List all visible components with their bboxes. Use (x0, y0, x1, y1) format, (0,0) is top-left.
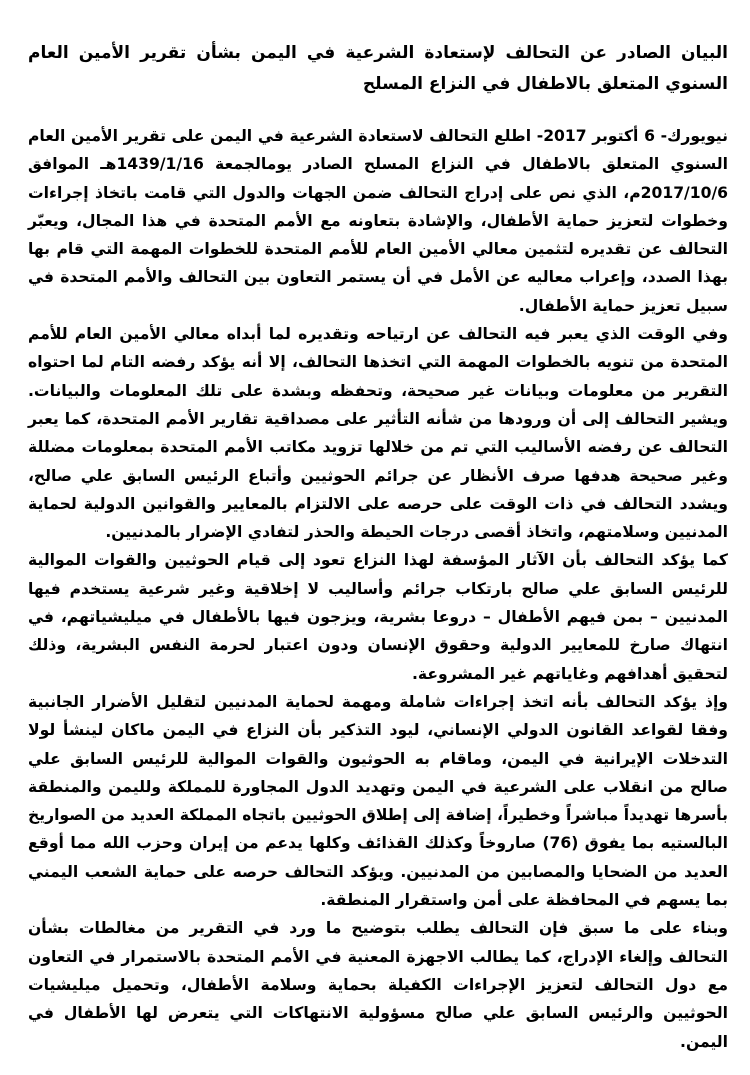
statement-title: البيان الصادر عن التحالف لإستعادة الشرعية في اليمن بشأن تقرير الأمين العام السنوي المتعلق بالاطفال في النزاع المسلح (28, 43, 728, 94)
dateline: نيويورك- 6 أكتوبر 2017- (536, 127, 728, 145)
statement-paragraph-5: وبناء على ما سبق فإن التحالف يطلب بتوضيح ما ورد في التقرير من مغالطات بشأن التحالف وإلغاء الإدراج، كما يطالب الاجهزة المعنية في الأمم المتحدة بالاستمرار في التعاون مع دول التحالف لتعزيز الإجراءات الكفيلة بحماية وسلامة الأطفال، وتحميل ميليشيات الحوثيين والرئيس السابق علي صالح مسؤولية الانتهاكات التي يتعرض لها الأطفال في اليمن. (28, 919, 728, 1051)
paragraph-1-text: اطلع التحالف لاستعادة الشرعية في اليمن على تقرير الأمين العام السنوي المتعلق بالاطفال في النزاع المسلح الصادر يومالجمعة 1439/1/16هـ الموافق 2017/10/6م، الذي نص على إدراج التحالف ضمن الجهات والدول التي قامت باتخاذ إجراءات وخطوات لتعزيز حماية الأطفال، والإشادة بتعاونه مع الأمم المتحدة في هذا المجال، ويعبّر التحالف عن تقديره لتثمين معالي الأمين العام للأمم المتحدة للخطوات المهمة التي قام بها بهذا الصدد، وإعراب معاليه عن الأمل في أن يستمر التعاون بين التحالف والأمم المتحدة في سبيل تعزيز حماية الأطفال. (28, 127, 728, 315)
statement-paragraph-4: وإذ يؤكد التحالف بأنه اتخذ إجراءات شاملة ومهمة لحماية المدنيين لتقليل الأضرار الجانبية وفقا لقواعد القانون الدولي الإنساني، ليود التذكير بأن النزاع في اليمن ماكان لينشأ لولا التدخلات الإيرانية في اليمن، وماقام به الحوثيون والقوات الموالية للرئيس السابق علي صالح من انقلاب على الشرعية في اليمن وتهديد الدول المجاورة للمملكة ولليمن والمنطقة بأسرها تهديداً مباشراً وخطيراً، إضافة إلى إطلاق الحوثيين باتجاه المملكة العديد من الصواريخ البالستيه بما يفوق (76) صاروخاً وكذلك القذائف وكلها يدعم من إيران وحزب الله مما أوقع العديد من الضحايا والمصابين من المدنيين. ويؤكد التحالف حرصه على حماية الشعب اليمني بما يسهم في المحافظة على أمن واستقرار المنطقة. (28, 692, 728, 910)
statement-paragraph-3: كما يؤكد التحالف بأن الآثار المؤسفة لهذا النزاع تعود إلى قيام الحوثيين والقوات الموالية للرئيس السابق علي صالح بارتكاب جرائم وأساليب لا إخلاقية وغير شرعية يستخدم فيها المدنيين – بمن فيهم الأطفال – دروعا بشرية، ويزجون فيها بالأطفال في ميليشياتهم، في انتهاك صارخ للمعايير الدولية وحقوق الإنسان ودون اعتبار لحرمة النفس البشرية، وذلك لتحقيق أهدافهم وغاياتهم غير المشروعة. (28, 551, 728, 683)
statement-paragraph-1 (28, 122, 728, 320)
statement-paragraph-2: وفي الوقت الذي يعبر فيه التحالف عن ارتياحه وتقديره لما أبداه معالي الأمين العام للأمم المتحدة من تنويه بالخطوات المهمة التي اتخذها التحالف، إلا أنه يؤكد رفضه التام لما احتواه التقرير من معلومات وبيانات غير صحيحة، وتحفظه وبشدة على تلك المعلومات والبيانات. ويشير التحالف إلى أن ورودها من شأنه التأثير على مصداقية تقارير الأمم المتحدة، كما يعبر التحالف عن رفضه الأساليب التي تم من خلالها تزويد مكاتب الأمم المتحدة بمعلومات مضللة وغير صحيحة هدفها صرف الأنظار عن جرائم الحوثيين وأتباع الرئيس السابق علي صالح، ويشدد التحالف في ذات الوقت على حرصه على الالتزام بالمعايير والقوانين الدولية لحماية المدنيين وسلامتهم، واتخاذ أقصى درجات الحيطة والحذر لتفادي الإضرار بالمدنيين. (28, 325, 728, 542)
